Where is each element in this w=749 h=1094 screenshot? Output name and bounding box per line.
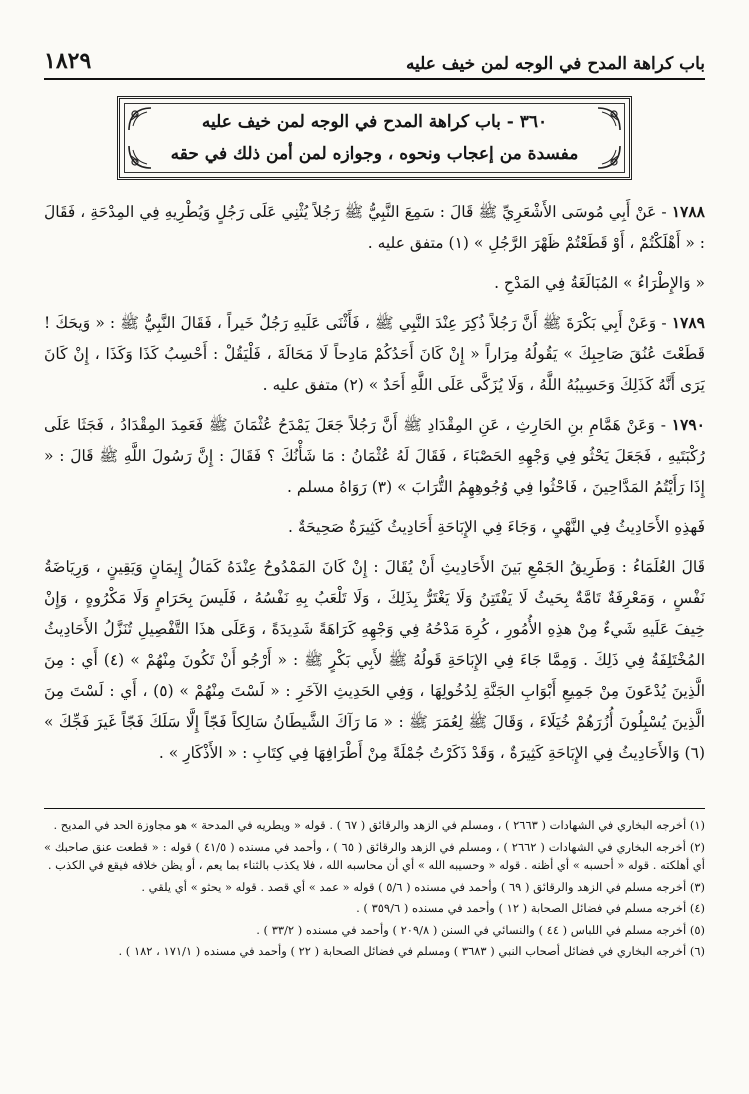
hadith-number: ١٧٨٩	[671, 313, 705, 332]
explanation-text: « وَالإِطْرَاءُ » المُبَالَغَةُ فِي المَدْحِ .	[494, 274, 705, 292]
commentary-paragraph	[44, 511, 705, 543]
chapter-title-frame	[124, 103, 625, 173]
hadith-text: - وَعَنْ أَبِي بَكْرَةَ ﷺ أَنَّ رَجُلاً ذُكِرَ عِنْدَ النَّبِي ﷺ ، فَأَثْنَى عَلَيهِ رَجُلٌ خَيراً ، فَقَالَ النَّبِيُّ ﷺ : « وَيحَكَ ! قَطَعْتَ عُنُقَ صَاحِبِكَ » يَقُولُهُ مِرَاراً « إِنْ كَانَ أَحَدُكُمْ مَادِحاً لَا مَحَالَةَ ، فَلْيَقُلْ : أَحْسِبُ كَذَا وَكَذَا ، إِنْ كَانَ يَرَى أَنَّهُ كَذَلِكَ وَحَسِيبُهُ اللَّهُ ، وَلَا يُزَكَّى عَلَى اللَّهِ أَحَدٌ » (٢) متفق عليه .	[44, 314, 705, 394]
chapter-heading: ٣٦٠ - باب كراهة المدح في الوجه لمن خيف عليه	[201, 112, 548, 132]
hadith-text: - عَنْ أَبِي مُوسَى الأَشْعَرِيِّ ﷺ قَالَ : سَمِعَ النَّبِيُّ ﷺ رَجُلاً يُثْنِي عَلَى رَجُلٍ وَيُطْرِيهِ فِي المِدْحَةِ ، فَقَالَ : « أَهْلَكْتُمْ ، أَوْ قَطَعْتُمْ ظَهْرَ الرَّجُلِ » (١) متفق عليه .	[44, 203, 705, 252]
footnote-divider	[44, 808, 705, 809]
hadith-number: ١٧٩٠	[671, 415, 705, 434]
hadith-text: - وَعَنْ هَمَّامِ بنِ الحَارِثِ ، عَنِ المِقْدَادِ ﷺ أَنَّ رَجُلاً جَعَلَ يَمْدَحُ عُثْمَانَ ﷺ فَعَمِدَ المِقْدَادُ ، فَجَثَا عَلَى رُكْبَتَيهِ ، فَجَعَلَ يَحْثُو فِي وَجْهِهِ الحَصْبَاءَ ، فَقَالَ لَهُ عُثْمَانُ : مَا شَأْنُكَ ؟ فَقَالَ : إِنَّ رَسُولَ اللَّهِ ﷺ قَالَ : « إِذَا رَأَيْتُمُ المَدَّاحِينَ ، فَاحْثُوا فِي وُجُوهِهِمُ التُّرَابَ » (٣) رَوَاهُ مسلم .	[44, 416, 705, 496]
footnote: (٣) أخرجه مسلم في الزهد والرقائق ( ٦٩ ) وأحمد في مسنده ( ٥/٦ ) قوله « عمد » أي قصد . قوله « يحثو » أي يلقي .	[141, 879, 705, 894]
hadith-paragraph	[44, 307, 705, 401]
page-number: ١٨٢٩	[44, 48, 92, 74]
running-header	[44, 40, 705, 80]
commentary-paragraph	[44, 551, 705, 769]
explanation-paragraph	[44, 267, 705, 299]
running-title: باب كراهة المدح في الوجه لمن خيف عليه	[405, 54, 705, 74]
main-text	[44, 196, 705, 796]
chapter-title-box	[117, 96, 632, 180]
footnote: (٢) أخرجه البخاري في الشهادات ( ٢٦٦٢ ) ، ومسلم في الزهد والرقائق ( ٦٥ ) ، وأحمد في مسنده ( ٤١/٥ ) قوله : « قطعت عنق صاحبك » أي أهلكته . قوله « أحسبه » أي أظنه . قوله « وحسيبه الله » أي أن محاسبه الله ، فلا يكذب بالثناء بما يعم ، أو يظن خلافه فيقع في الكذب .	[44, 839, 705, 872]
corner-ornament-icon	[596, 106, 622, 132]
commentary-text: قَالَ العُلَمَاءُ : وَطَرِيقُ الجَمْعِ بَينَ الأَحَادِيثِ أَنْ يُقَالَ : إِنْ كَانَ المَمْدُوحُ عِنْدَهُ كَمَالُ إِيمَانٍ وَيَقِينٍ ، وَرِيَاضَةُ نَفْسٍ ، وَمَعْرِفَةٌ تَامَّةٌ بِحَيثُ لَا يَفْتَتِنُ وَلَا يَغْتَرُّ بِذَلِكَ ، وَلَا تَلْعَبُ بِهِ نَفْسُهُ ، فَلَيسَ بِحَرَامٍ وَلَا مَكْرُوهٍ ، وَإِنْ خِيفَ عَلَيهِ شَيءٌ مِنْ هذِهِ الأُمُورِ ، كُرِهَ مَدْحُهُ فِي وَجْهِهِ كَرَاهَةً شَدِيدَةً ، وَعَلَى هذَا التَّفْصِيلِ تُنَزَّلُ الأَحَادِيثُ المُخْتَلِفَةُ فِي ذَلِكَ . وَمِمَّا جَاءَ فِي الإِبَاحَةِ قَولُهُ ﷺ لأَبِي بَكْرٍ ﷺ : « أَرْجُو أَنْ تَكُونَ مِنْهُمْ » (٤) أَي : مِنَ الَّذِينَ يُدْعَونَ مِنْ جَمِيعِ أَبْوَابِ الجَنَّةِ لِدُخُولِهَا ، وَفِي الحَدِيثِ الآخَرِ : « لَسْتَ مِنْهُمْ » (٥) ، أَي : لَسْتَ مِنَ الَّذِينَ يُسْبِلُونَ أُزُرَهُمْ خُيَلَاءَ ، وَقَالَ ﷺ لِعُمَرَ ﷺ : « مَا رَآكَ الشَّيطَانُ سَالِكاً فَجّاً إِلَّا سَلَكَ فَجّاً غَيرَ فَجِّكَ » (٦) وَالأَحَادِيثُ فِي الإِبَاحَةِ كَثِيرَةٌ ، وَقَدْ ذَكَرْتُ جُمْلَةً مِنْ أَطْرَافِهَا فِي كِتَابِ : « الأَذْكَارِ » .	[44, 558, 705, 762]
chapter-subheading: مفسدة من إعجاب ونحوه ، وجوازه لمن أمن ذلك في حقه	[170, 144, 579, 164]
footnote: (٦) أخرجه البخاري في فضائل أصحاب النبي ( ٣٦٨٣ ) ومسلم في فضائل الصحابة ( ٢٢ ) وأحمد في مسنده ( ١٧١/١ ، ١٨٢ ) .	[118, 944, 705, 958]
footnotes	[44, 816, 705, 1076]
corner-ornament-icon	[596, 144, 622, 170]
hadith-number: ١٧٨٨	[671, 202, 705, 221]
hadith-paragraph	[44, 409, 705, 503]
corner-ornament-icon	[127, 106, 153, 132]
corner-ornament-icon	[127, 144, 153, 170]
hadith-paragraph	[44, 196, 705, 259]
commentary-text: فَهذِهِ الأَحَادِيثُ فِي النَّهْيِ ، وَجَاءَ فِي الإِبَاحَةِ أَحَادِيثُ كَثِيرَةٌ صَحِيحَةٌ .	[287, 518, 705, 536]
footnote: (٤) أخرجه مسلم في فضائل الصحابة ( ١٢ ) وأحمد في مسنده ( ٣٥٩/٦ ) .	[356, 901, 705, 915]
footnote: (١) أخرجه البخاري في الشهادات ( ٢٦٦٣ ) ، ومسلم في الزهد والرقائق ( ٦٧ ) . قوله « ويطريه في المدحة » هو مجاوزة الحد في المديح .	[53, 818, 705, 832]
footnote: (٥) أخرجه مسلم في اللباس ( ٤٤ ) والنسائي في السنن ( ٢٠٩/٨ ) وأحمد في مسنده ( ٣٣/٢ ) .	[256, 922, 705, 937]
